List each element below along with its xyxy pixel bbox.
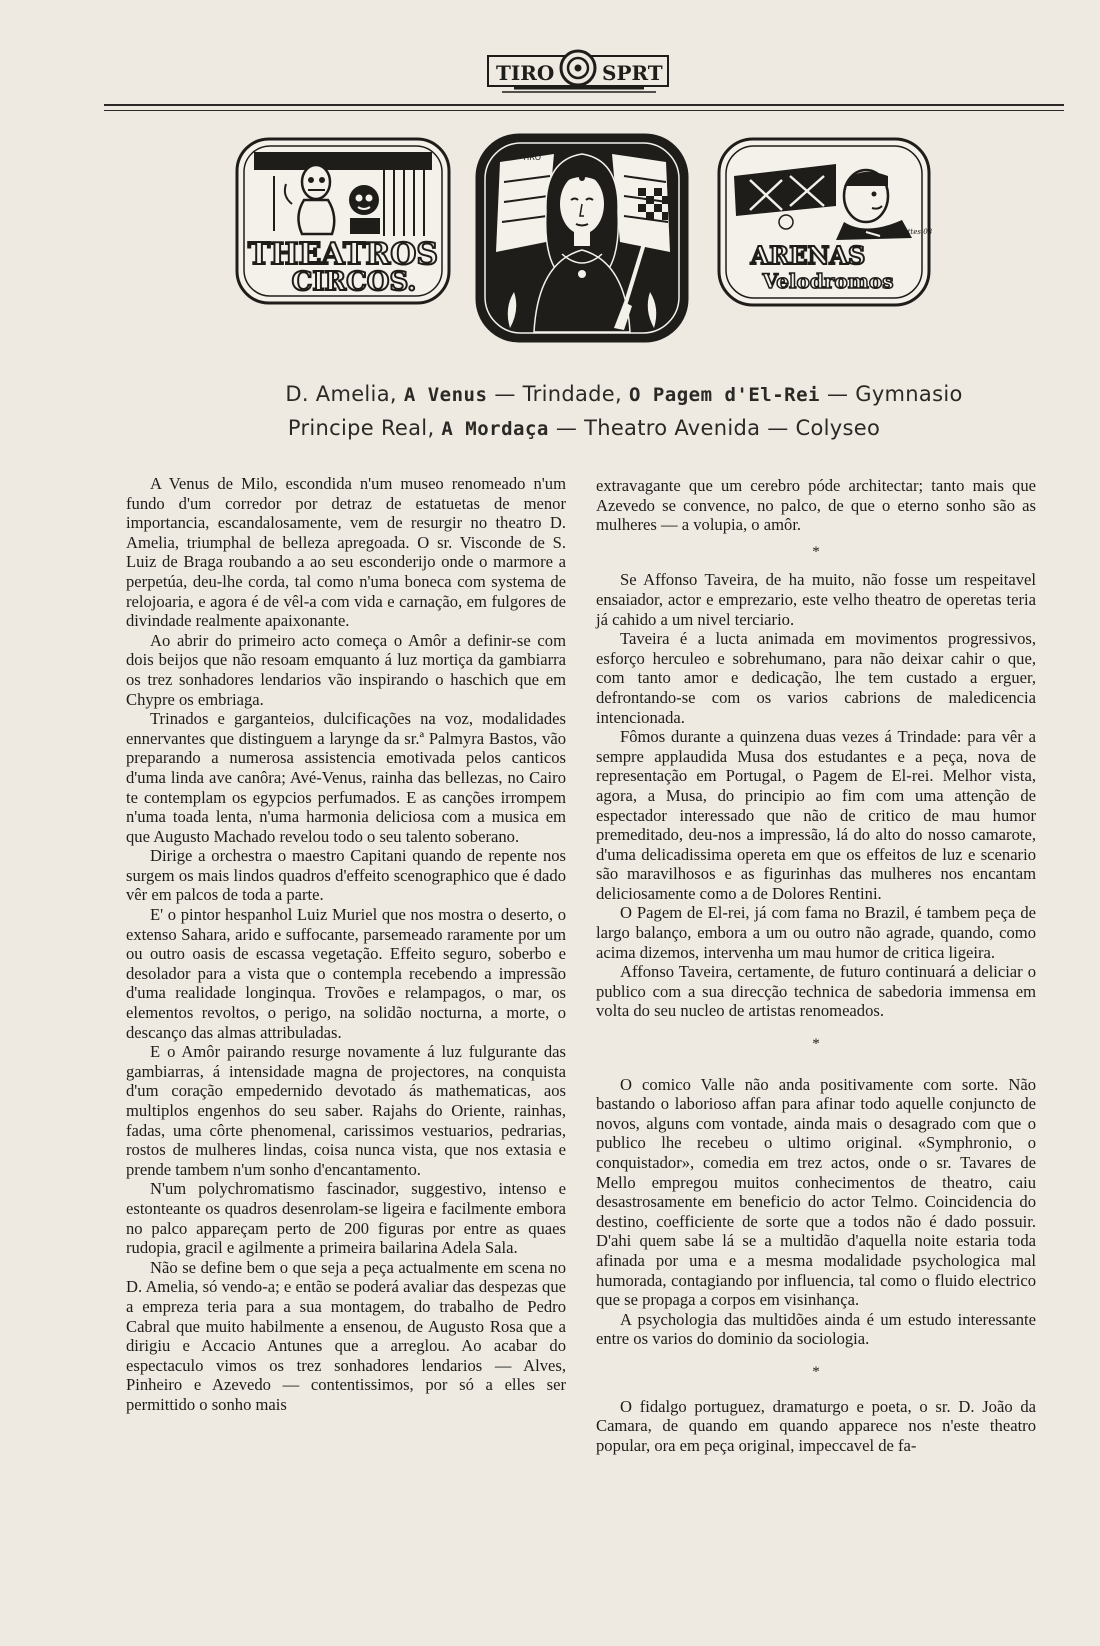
section-separator: * xyxy=(812,1036,820,1053)
article-paragraph: Se Affonso Taveira, de ha muito, não fosse um respeitavel ensaiador, actor e emprezario, este velho theatro de operetas teria já cahido a um nivel terciario. xyxy=(596,570,1036,629)
headline-line-1 xyxy=(104,382,1100,406)
article-paragraph: O fidalgo portuguez, dramaturgo e poeta, o sr. D. João da Camara, de quando em quando apparece nos n'este theatro popular, ora em peça original, impeccavel de fa- xyxy=(596,1396,1036,1455)
article-paragraph: O Pagem de El-rei, já com fama no Brazil, é tambem peça de largo balanço, embora a um ou outro não agrade, quando, como acima dizemos, intervenha um mau humor de critica ligeira. xyxy=(596,903,1036,962)
article-right-column xyxy=(596,476,1036,1455)
headline-venue: — Theatro Avenida — Colyseo xyxy=(548,416,881,440)
header-rule-thick xyxy=(104,104,1064,106)
vignette-velodromos-label: Velodromos xyxy=(762,269,894,293)
vignette-circos-label: CIRCOS. xyxy=(291,267,417,297)
article-paragraph: A psychologia das multidões ainda é um estudo interessante entre os varios do dominio da sociologia. xyxy=(596,1309,1036,1349)
article-left-column xyxy=(126,474,566,1415)
headline-play-title: O Pagem d'El-Rei xyxy=(628,384,820,406)
article-paragraph: O comico Valle não anda positivamente com sorte. Não bastando o laborioso affan para afinar todo aquelle conjuncto de novos, alguns com vontade, ainda mais o desagrado com que o publico lhe recebeu o ultimo original. «Symphronio, o conquistador», comedia em trez actos, onde o sr. Tavares de Mello empregou muitos conhecimentos de theatro, caiu desastrosamente em beneficio do actor Telmo. Coincidencia do destino, coefficiente de sorte que a todos não é dado possuir. D'ahi quem sabe lá se a multidão d'aquella noite estaria toda afinada por uma e a mesma modalidade psychologica mal humorada, contagiando por influencia, tal como o fluido electrico que se propaga a corpos em visinhança. xyxy=(596,1074,1036,1310)
center-portrait-vignette xyxy=(474,132,690,344)
vignette-theatros-label: THEATROS xyxy=(247,237,439,272)
headline-line-2 xyxy=(104,416,1064,440)
arenas-velodromos-vignette xyxy=(716,136,932,308)
section-separator: * xyxy=(812,1363,820,1380)
article-paragraph: N'um polychromatismo fascinador, suggestivo, intenso e estonteante os quadros desenrolam-se ligeira e facilmente embora no palco appareçam perto de 200 figuras por entre as quaes rudopia, gracil e agilmente a primeira bailarina Adela Sala. xyxy=(126,1179,566,1258)
vignette-center-corner-text: TIRO xyxy=(522,153,542,162)
article-paragraph: E o Amôr pairando resurge novamente á luz fulgurante das gambiarras, á intensidade magna de projectores, na conquista d'um coração empedernido devotado ás mathematicas, aos multiplos engenhos do seu saber. Rajahs do Oriente, rainhas, fadas, uma côrte phenomenal, carissimos vestuarios, pedrarias, rostos de mulheres lindas, coisa nunca vista, que nos extasia e prende tambem n'um sonho d'encantamento. xyxy=(126,1042,566,1179)
headline-venue: Principe Real, xyxy=(287,416,442,440)
article-paragraph: Taveira é a lucta animada em movimentos progressivos, esforço herculeo e sobrehumano, para não deixar cahir o que, com tanto amor e dedicação, lhe tem custado a erguer, defrontando-se com os varios cabrions de maledicencia intencionada. xyxy=(596,629,1036,727)
article-paragraph: Dirige a orchestra o maestro Capitani quando de repente nos surgem os mais lindos quadros d'effeito scenographico que é dado vêr em palcos de toda a parte. xyxy=(126,846,566,905)
article-paragraph: extravagante que um cerebro póde architectar; tanto mais que Azevedo se convence, no palco, de que o eterno sonho são as mulheres — a volupia, o amôr. xyxy=(596,476,1036,535)
headline-venue: D. Amelia, xyxy=(285,382,404,406)
article-paragraph: Ao abrir do primeiro acto começa o Amôr a definir-se com dois beijos que não resoam emquanto á luz mortiça da gambiarra os trez sonhadores lendarios vão inspirando o haschich que em Chypre os embriaga. xyxy=(126,630,566,709)
vignette-arenas-label: ARENAS xyxy=(750,241,866,270)
article-paragraph: Não se define bem o que seja a peça actualmente em scena no D. Amelia, só vendo-a; e então se poderá avaliar das despezas que a empreza teria para a sua montagem, do trabalho de Pedro Cabral que muito habilmente a ensenou, de Augusto Rosa que a dirigiu e Accacio Antunes que a arreglou. Ao acabar do espectaculo vimos os trez sonhadores lendarios — Alves, Pinheiro e Azevedo — contentissimos, por só a elles ser permittido o sonho mais xyxy=(126,1257,566,1414)
article-paragraph: Trinados e garganteios, dulcificações na voz, modalidades ennervantes que distinguem a larynge da sr.ª Palmyra Bastos, vão preparando a numerosa assistencia emotivada pelos canticos d'uma linda ave canôra; Avé-Venus, rainha das bellezas, no Cairo te contemplam os egypcios perfumados. E as canções irrompem n'uma toada lenta, n'uma harmonia deliciosa com a musica em que Augusto Machado revelou todo o seu talento soberano. xyxy=(126,709,566,846)
article-paragraph: Affonso Taveira, certamente, de futuro continuará a deliciar o publico com a sua direcção technica de sabedoria immensa em volta do seu nucleo de artistas renomeados. xyxy=(596,962,1036,1021)
masthead-logo xyxy=(484,42,672,94)
logo-text-right: SPRT xyxy=(602,61,663,85)
headline-venue: — Gymnasio xyxy=(820,382,963,406)
article-paragraph: A Venus de Milo, escondida n'um museo renomeado n'um fundo d'um corredor por detraz de estatuetas de menor importancia, escandalosamente, vem de resurgir no theatro D. Amelia, triumphal de belleza apregoada. O sr. Visconde de S. Luiz de Braga roubando a ao seu esconderijo onde o marmore a perpetúa, deu-lhe corda, tal como n'uma boneca com systema de relojoaria, e agora é de vêl-a com vida e carnação, em fulgores de divindade realmente apaixonante. xyxy=(126,474,566,631)
theatros-circos-vignette xyxy=(234,136,452,306)
header-rule-thin xyxy=(104,110,1064,111)
headline-play-title: A Venus xyxy=(403,384,488,406)
headline-play-title: A Mordaça xyxy=(441,418,549,440)
article-paragraph: E' o pintor hespanhol Luiz Muriel que nos mostra o deserto, o extenso Sahara, arido e suffocante, parsemeado raramente por um ou outro oasis de escassa vegetação. Effeito seguro, soberbo e desolador para a vista que o contempla recebendo a impressão d'uma realidade longinqua. Trovões e relampagos, o mar, os elementos revoltos, o perigo, na solidão nocturna, a morte, o descanço das almas attribuladas. xyxy=(126,905,566,1042)
logo-text-left: TIRO xyxy=(496,61,555,85)
headline-venue: — Trindade, xyxy=(487,382,629,406)
section-separator: * xyxy=(812,543,820,560)
vignette-signature: A. Guttes 08 xyxy=(888,228,932,236)
article-paragraph: Fômos durante a quinzena duas vezes á Trindade: para vêr a sempre applaudida Musa dos estudantes e a peça, nova de representação em Portugal, o Pagem de El-rei. Melhor vista, agora, a Musa, do principio ao fim com uma attenção de espectador interessado que não de critico de mau humor premeditado, deu-nos a impressão, lá do alto do nosso camarote, d'uma delicadissima opereta em que os effeitos de luz e scenario são maravilhosos e as figurinhas das mulheres nos encantam deliciosamente como a de Dolores Rentini. xyxy=(596,727,1036,903)
